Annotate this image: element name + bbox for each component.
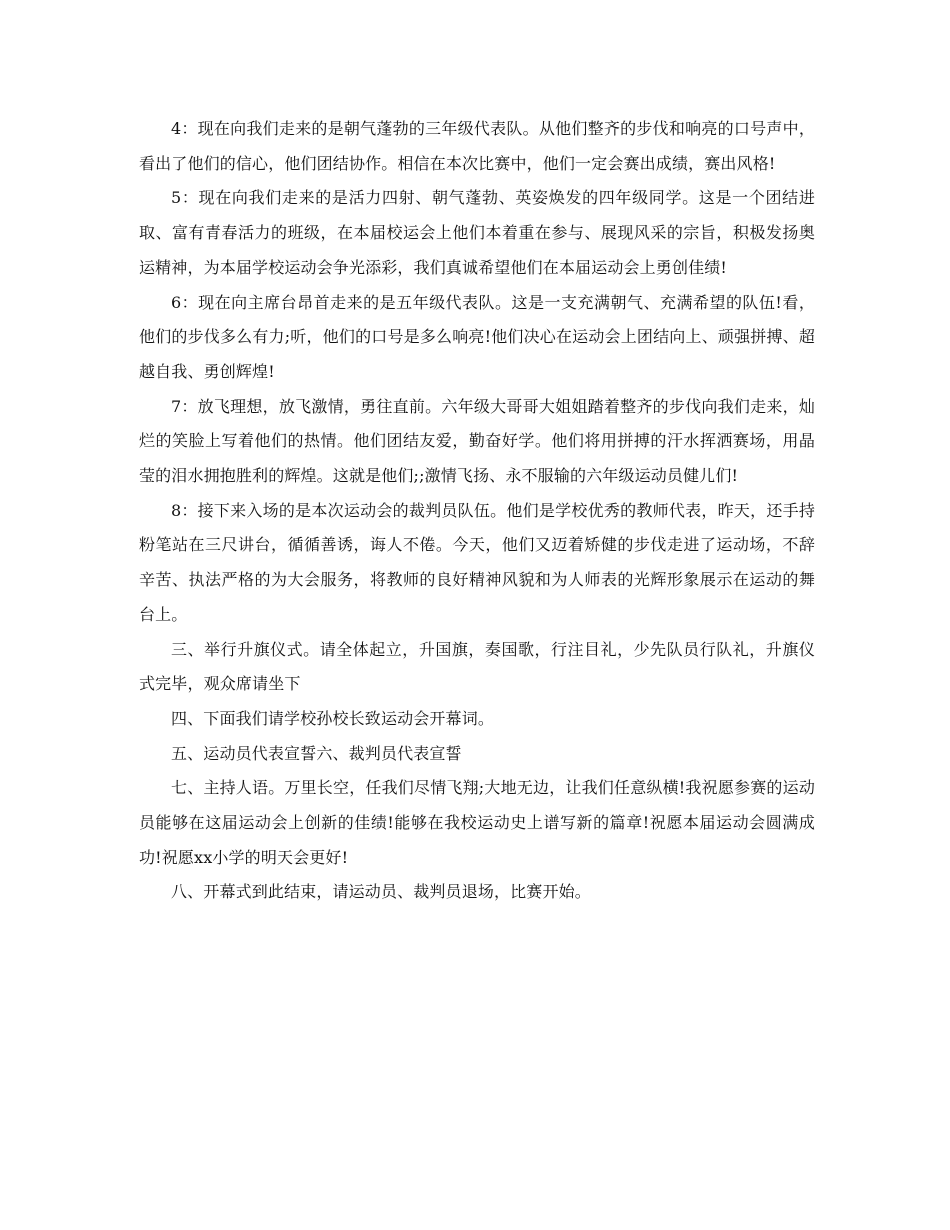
document-page — [139, 112, 815, 910]
paragraph-squad-grade-5: 6：现在向主席台昂首走来的是五年级代表队。这是一支充满朝气、充满希望的队伍!看，他们的步伐多么有力;听，他们的口号是多么响亮!他们决心在运动会上团结向上、顽强拼搏、超越自我、勇创辉煌! — [139, 292, 815, 381]
paragraph-closing: 八、开幕式到此结束，请运动员、裁判员退场，比赛开始。 — [171, 882, 591, 902]
paragraph-flag-ceremony: 三、举行升旗仪式。请全体起立，升国旗，奏国歌，行注目礼，少先队员行队礼，升旗仪式完毕，观众席请坐下 — [139, 639, 815, 694]
paragraph-squad-grade-4: 5：现在向我们走来的是活力四射、朝气蓬勃、英姿焕发的四年级同学。这是一个团结进取、富有青春活力的班级，在本届校运会上他们本着重在参与、展现风采的宗旨，积极发扬奥运精神，为本届学校运动会争光添彩，我们真诚希望他们在本届运动会上勇创佳绩! — [139, 188, 815, 277]
paragraph-squad-grade-6: 7：放飞理想，放飞激情，勇往直前。六年级大哥哥大姐姐踏着整齐的步伐向我们走来，灿烂的笑脸上写着他们的热情。他们团结友爱，勤奋好学。他们将用拼搏的汗水挥洒赛场，用晶莹的泪水拥抱胜利的辉煌。这就是他们;;激情飞扬、永不服输的六年级运动员健儿们! — [139, 396, 815, 486]
paragraph-principal-speech: 四、下面我们请学校孙校长致运动会开幕词。 — [171, 708, 495, 728]
paragraph-host-remarks: 七、主持人语。万里长空，任我们尽情飞翔;大地无边，让我们任意纵横!我祝愿参赛的运动员能够在这届运动会上创新的佳绩!能够在我校运动史上谱写新的篇章!祝愿本届运动会圆满成功!祝愿xx小学的明天会更好! — [139, 778, 815, 867]
paragraph-oaths: 五、运动员代表宣誓六、裁判员代表宣誓 — [171, 743, 462, 763]
paragraph-squad-grade-3: 4：现在向我们走来的是朝气蓬勃的三年级代表队。从他们整齐的步伐和响亮的口号声中，看出了他们的信心，他们团结协作。相信在本次比赛中，他们一定会赛出成绩，赛出风格! — [139, 119, 815, 173]
paragraph-referee-team: 8：接下来入场的是本次运动会的裁判员队伍。他们是学校优秀的教师代表，昨天，还手持粉笔站在三尺讲台，循循善诱，诲人不倦。今天，他们又迈着矫健的步伐走进了运动场，不辞辛苦、执法严格的为大会服务，将教师的良好精神风貌和为人师表的光辉形象展示在运动的舞台上。 — [139, 500, 815, 624]
